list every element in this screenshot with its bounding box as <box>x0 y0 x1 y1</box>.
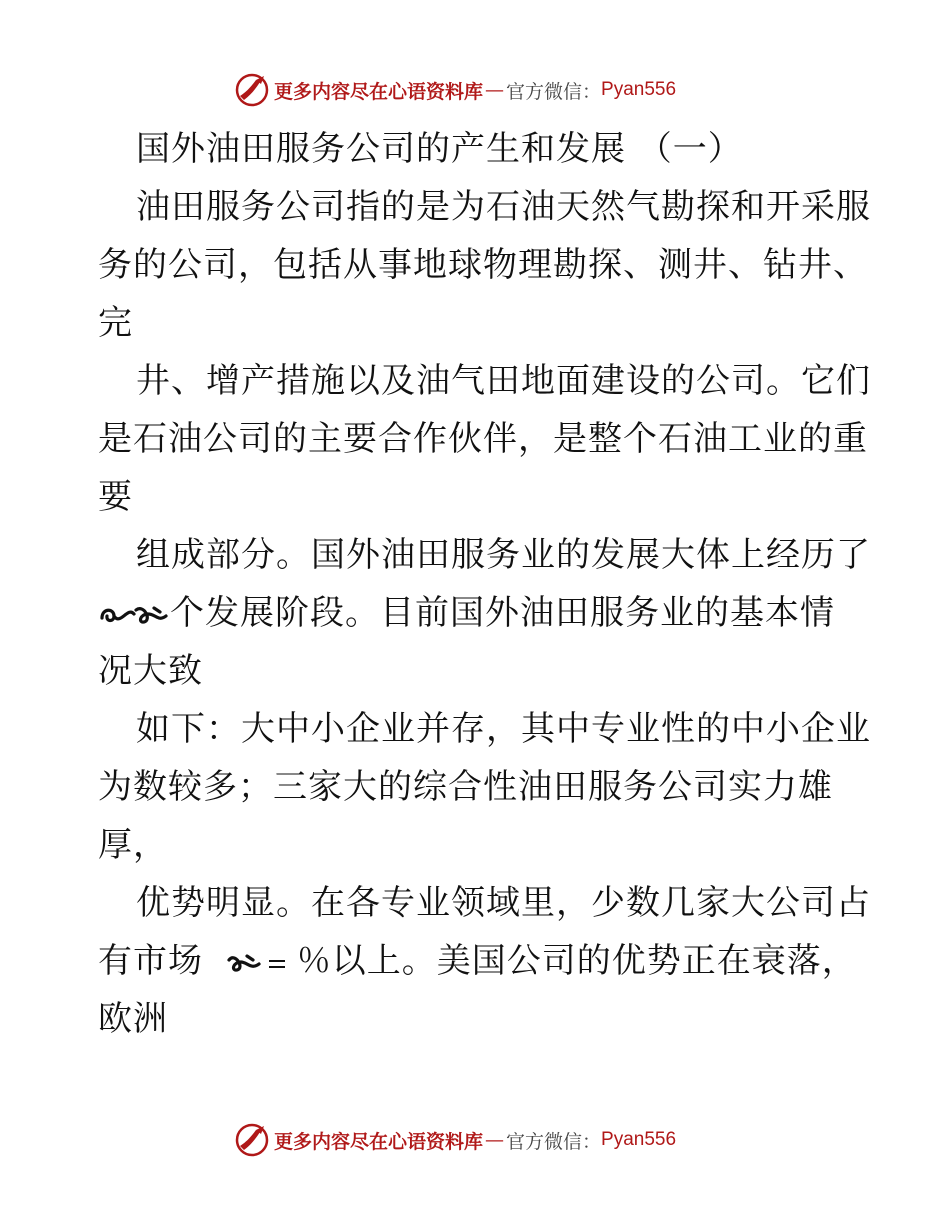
document-body <box>98 120 871 1048</box>
banner-wechat-id: Pyan556 <box>601 1129 677 1150</box>
document-title: 国外油田服务公司的产生和发展 （一） <box>136 129 743 169</box>
banner-label: 官方微信： <box>506 1130 602 1153</box>
quill-logo-icon <box>234 72 270 108</box>
banner-separator: — <box>485 1129 505 1151</box>
paragraph-text: ％以上。美国公司的优势正在衰落， <box>296 941 857 981</box>
paragraph-line: 井、增产措施以及油气田地面建设的公司。它们 <box>136 361 871 401</box>
paragraph-text: 个发展阶段。目前国外油田服务业的基本情 <box>170 593 835 633</box>
paragraph-line-with-glyph <box>98 932 868 990</box>
paragraph-line: 厚， <box>98 825 168 865</box>
footer-banner <box>234 1120 714 1160</box>
header-banner <box>234 70 714 110</box>
paragraph-line-with-glyph <box>98 584 868 642</box>
swirl-glyph-icon <box>98 600 170 630</box>
paragraph-line: 为数较多；三家大的综合性油田服务公司实力雄 <box>98 767 833 807</box>
banner-main-text: 更多内容尽在心语资料库 <box>274 1130 484 1153</box>
paragraph-line: 况大致 <box>98 651 203 691</box>
paragraph-line: 务的公司，包括从事地球物理勘探、测井、钻井、 <box>98 245 868 285</box>
paragraph-line: 欧洲 <box>98 999 168 1039</box>
banner-label: 官方微信： <box>506 80 602 103</box>
paragraph-line: 油田服务公司指的是为石油天然气勘探和开采服 <box>136 187 871 227</box>
quill-logo-icon <box>234 1122 270 1158</box>
banner-main-text: 更多内容尽在心语资料库 <box>274 80 484 103</box>
swirl-glyph-icon <box>225 948 297 978</box>
banner-separator: — <box>485 79 505 101</box>
paragraph-line: 是石油公司的主要合作伙伴，是整个石油工业的重 <box>98 419 868 459</box>
paragraph-line: 组成部分。国外油田服务业的发展大体上经历了 <box>136 535 871 575</box>
banner-wechat-id: Pyan556 <box>601 79 677 100</box>
paragraph-line: 完 <box>98 303 133 343</box>
paragraph-line: 优势明显。在各专业领域里，少数几家大公司占 <box>136 883 871 923</box>
paragraph-text: 有市场 <box>98 941 203 981</box>
paragraph-line: 如下：大中小企业并存，其中专业性的中小企业 <box>136 709 871 749</box>
paragraph-line: 要 <box>98 477 133 517</box>
